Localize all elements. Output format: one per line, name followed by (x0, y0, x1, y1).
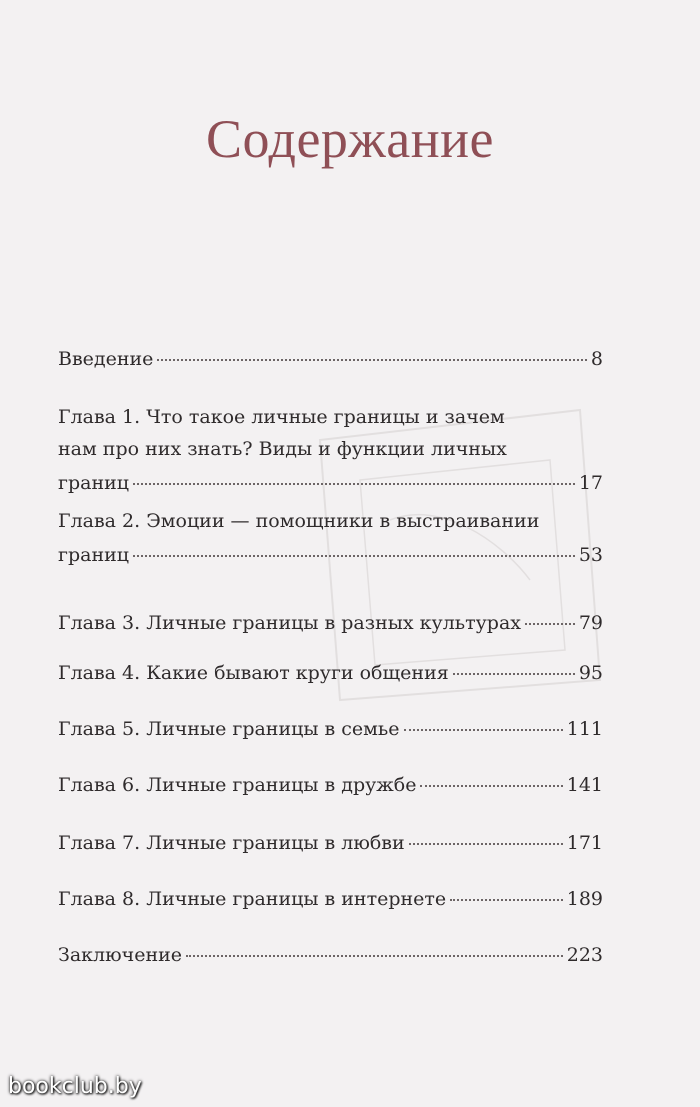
toc-entry-title-line: Глава 5. Личные границы в семье (58, 718, 400, 740)
dot-leader (453, 651, 575, 675)
dot-leader (420, 763, 562, 787)
toc-entry (58, 825, 603, 859)
toc-entry-row (58, 465, 603, 499)
watermark: bookclub.by (8, 1074, 142, 1099)
toc-entry-title-line: границ (58, 544, 129, 566)
toc-entry-row (58, 767, 603, 801)
toc-entry-row (58, 937, 603, 971)
toc-page-number: 111 (566, 718, 603, 740)
toc-entry-title-line: Глава 6. Личные границы в дружбе (58, 774, 417, 796)
toc-entry (58, 605, 603, 639)
toc-entry (58, 937, 603, 971)
toc-entry (58, 401, 603, 499)
toc-page-number: 79 (578, 612, 603, 634)
toc-entry-title-line: границ (58, 472, 129, 494)
toc-page-number: 223 (566, 944, 603, 966)
toc-page-number: 171 (566, 832, 603, 854)
toc-entry-row (58, 825, 603, 859)
page-title: Содержание (206, 109, 494, 169)
dot-leader (133, 533, 575, 557)
toc-entry (58, 881, 603, 915)
toc-entry-title-line: Глава 7. Личные границы в любви (58, 832, 405, 854)
toc-entry-title-line: нам про них знать? Виды и функции личных (58, 438, 507, 460)
dot-leader (186, 933, 563, 957)
dot-leader (157, 337, 586, 361)
toc-entry-row (58, 605, 603, 639)
dot-leader (404, 707, 563, 731)
toc-entry-title-line: Глава 8. Личные границы в интернете (58, 888, 447, 910)
toc-entry (58, 767, 603, 801)
toc-entry-title-line: Глава 1. Что такое личные границы и зачем (58, 406, 505, 428)
toc-page-number: 189 (566, 888, 603, 910)
toc-entry-title-line: Глава 3. Личные границы в разных культурах (58, 612, 522, 634)
dot-leader (525, 601, 575, 625)
dot-leader (409, 821, 563, 845)
toc-page-number: 8 (590, 348, 603, 370)
toc-entry-row (58, 537, 603, 571)
toc-entry-row (58, 655, 603, 689)
toc-page-number: 95 (578, 662, 603, 684)
toc-entry-title-line: Введение (58, 348, 154, 370)
toc-entry-title-line: Глава 4. Какие бывают круги общения (58, 662, 449, 684)
toc-page-number: 141 (566, 774, 603, 796)
toc-entry-title-line: Глава 2. Эмоции — помощники в выстраивании (58, 510, 540, 532)
toc-entry-title-line: Заключение (58, 944, 183, 966)
toc-entry-row (58, 881, 603, 915)
toc-entry (58, 505, 603, 571)
toc-entry (58, 711, 603, 745)
toc-page-number: 17 (578, 472, 603, 494)
dot-leader (133, 461, 575, 485)
toc-page-number: 53 (578, 544, 603, 566)
toc-entry (58, 655, 603, 689)
toc-entry (58, 341, 603, 375)
dot-leader (450, 877, 563, 901)
toc-entry-row (58, 711, 603, 745)
toc-entry-row (58, 341, 603, 375)
